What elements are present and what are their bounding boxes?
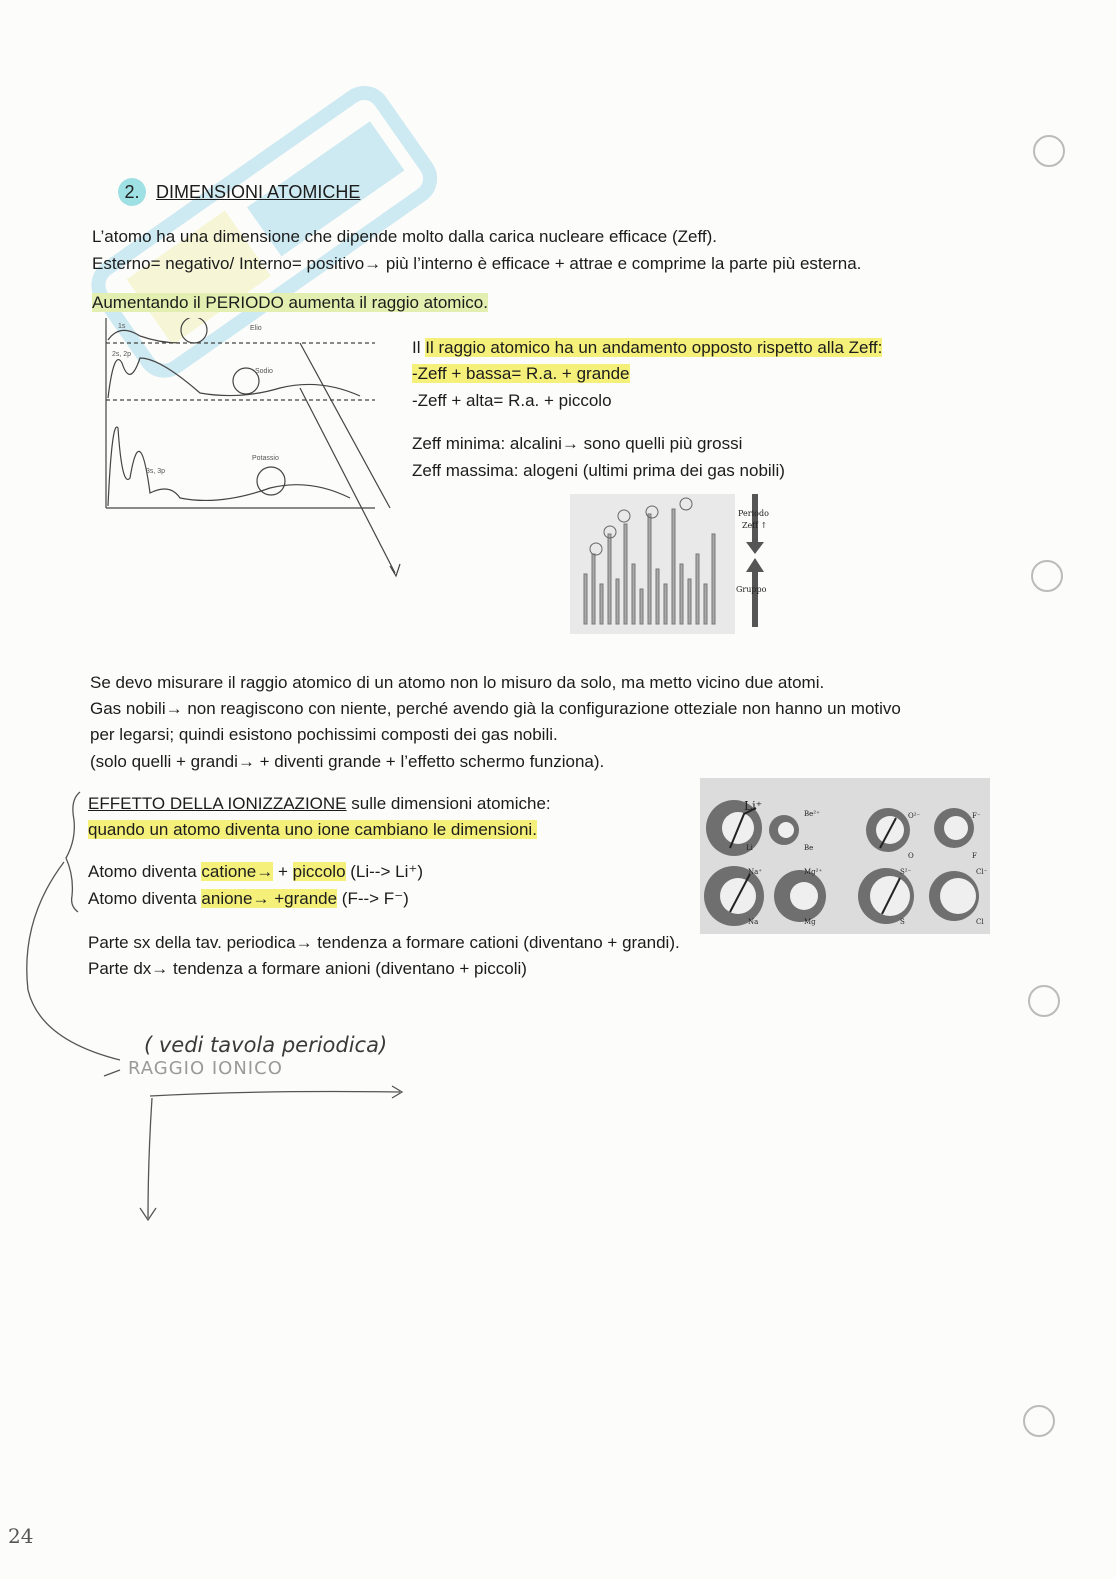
ionizzazione-line-2: quando un atomo diventa uno ione cambiano le dimensioni. (88, 820, 537, 839)
note-line-3: -Zeff + alta= R.a. + piccolo (412, 391, 612, 410)
radial-distribution-figure (100, 318, 410, 588)
handwritten-note: ( vedi tavola periodica) (144, 1033, 388, 1057)
page-number: 24 (8, 1524, 34, 1548)
label-2s2p: 2s, 2p (112, 351, 132, 358)
ion-na-plus: Na⁺ (748, 868, 762, 876)
catione-example: (Li--> Li⁺) (345, 862, 423, 881)
catione-plus: + (273, 862, 293, 881)
label-sodio: Sodio (255, 368, 273, 375)
ion-na: Na (748, 918, 759, 926)
ion-mg2: Mg²⁺ (804, 868, 823, 876)
ion-cl-minus: Cl⁻ (976, 868, 988, 876)
label-3s3p: 3s, 3p (146, 468, 166, 475)
binder-hole (1028, 985, 1060, 1017)
ion-o2: O²⁻ (908, 812, 921, 820)
note-line-1: Il raggio atomico ha un andamento opposto rispetto alla Zeff: (425, 338, 883, 357)
ionizzazione-heading: EFFETTO DELLA IONIZZAZIONE (88, 794, 347, 813)
label-elio: Elio (250, 325, 262, 332)
ion-f-minus: F⁻ (972, 812, 981, 820)
misura-line-4: (solo quelli + grandi→ + diventi grande + l’effetto schermo funziona). (90, 752, 605, 771)
handdrawn-annotations (0, 780, 420, 1240)
label-periodo: Periodo (738, 509, 769, 518)
misura-line-3: per legarsi; quindi esistono pochissimi composti dei gas nobili. (90, 725, 558, 744)
section-number: 2. (118, 178, 146, 206)
anione-example: (F--> F⁻) (337, 889, 409, 908)
ion-be: Be (804, 844, 814, 852)
ion-f: F (972, 852, 977, 860)
label-potassio: Potassio (252, 455, 279, 462)
ionizzazione-line-6: Parte dx→ tendenza a formare anioni (diventano + piccoli) (88, 959, 527, 978)
catione-piccolo: piccolo (292, 862, 346, 881)
ionizzazione-heading-rest: sulle dimensioni atomiche: (346, 794, 551, 813)
misura-line-2: Gas nobili→ non reagiscono con niente, perché avendo già la configurazione otteziale non hanno un motivo (90, 699, 901, 718)
label-1s: 1s (118, 323, 126, 330)
ion-s2: S²⁻ (900, 868, 912, 876)
ion-s: S (900, 918, 905, 926)
note-line-4: Zeff minima: alcalini→ sono quelli più grossi (412, 434, 743, 453)
label-zeff: Zeff ↑ (742, 521, 768, 530)
ion-li: Li (746, 844, 753, 852)
intro-line-2: Esterno= negativo/ Interno= positivo→ più l’interno è efficace + attrae e comprime la parte più esterna. (92, 254, 862, 273)
section-title (118, 178, 360, 206)
catione-word: catione→ (201, 862, 274, 881)
intro-line-1: L’atomo ha una dimensione che dipende molto dalla carica nucleare efficace (Zeff). (92, 227, 717, 246)
note-line-2: -Zeff + bassa= R.a. + grande (412, 364, 630, 383)
ionizzazione-line-5: Parte sx della tav. periodica→ tendenza a formare cationi (diventano + grandi). (88, 933, 680, 952)
section-title-text: DIMENSIONI ATOMICHE (156, 182, 361, 202)
anione-word: anione→ (201, 889, 270, 908)
handwritten-label: RAGGIO IONICO (128, 1058, 283, 1079)
anione-grande: +grande (269, 889, 338, 908)
label-gruppo: Gruppo (736, 585, 767, 594)
binder-hole (1023, 1405, 1055, 1437)
ion-size-figure (700, 778, 990, 934)
binder-hole (1033, 135, 1065, 167)
anione-prefix: Atomo diventa (88, 889, 202, 908)
ion-mg: Mg (804, 918, 816, 926)
note-line-5: Zeff massima: alogeni (ultimi prima dei gas nobili) (412, 461, 785, 480)
catione-prefix: Atomo diventa (88, 862, 202, 881)
binder-hole (1031, 560, 1063, 592)
atomic-radius-trend-figure (570, 494, 780, 634)
note-prefix: Il (412, 338, 426, 357)
ion-li-plus: Li⁺ (744, 799, 763, 813)
misura-line-1: Se devo misurare il raggio atomico di un atomo non lo misuro da solo, ma metto vicino due atomi. (90, 673, 825, 692)
ion-be2: Be²⁺ (804, 810, 820, 818)
ion-o: O (908, 852, 914, 860)
periodo-statement: Aumentando il PERIODO aumenta il raggio atomico. (92, 293, 488, 312)
ion-cl: Cl (976, 918, 984, 926)
